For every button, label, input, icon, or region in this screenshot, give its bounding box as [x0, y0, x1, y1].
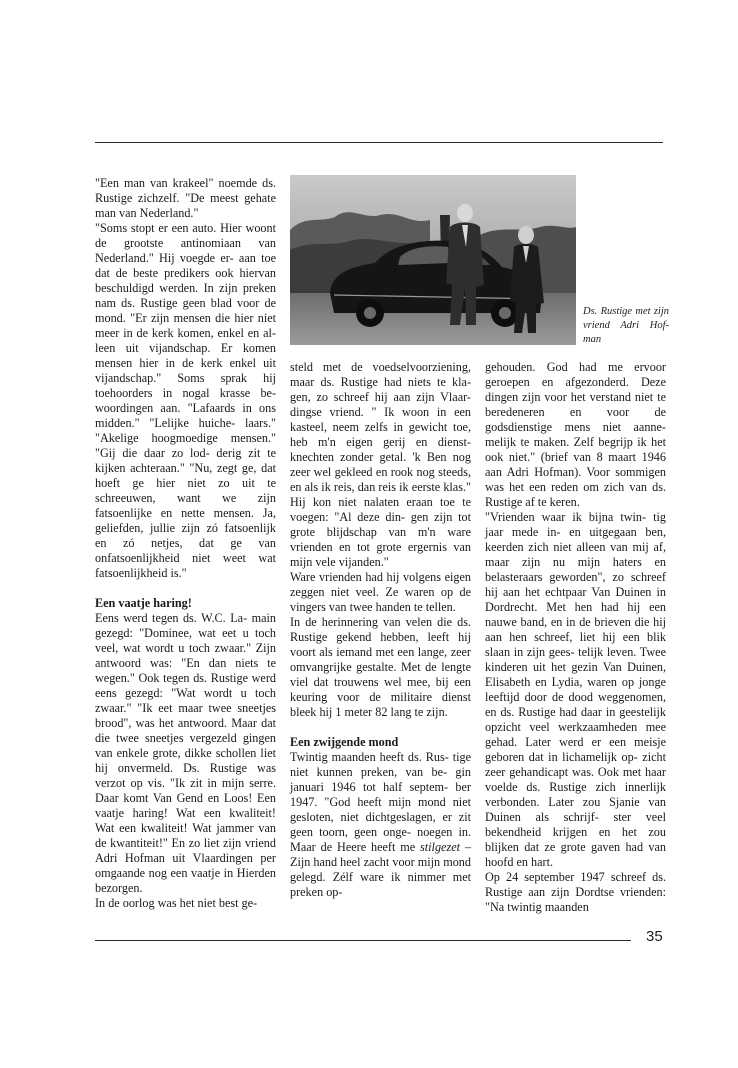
- spacer: [95, 581, 276, 596]
- paragraph: "Soms stopt er een auto. Hier woont de grootste antinomiaan van Nederland." Hij voegde er- aan toe dat de beste predikers ook hiervan beschuldigd werden. In zijn preken nam ds. Rustige geen blad voor de mond. "Er zijn mensen die hier niet meer in de kerk komen, enkel en al- leen uit vijandschap. Er komen mensen hier in de kerk enkel uit vijandschap." Soms sprak hij toehoorders in nogal krasse be- woordingen aan. "Lafaards in ons midden." "Lelijke huiche- laars." "Akelige hoogmoedige mensen." "Gij die daar zo lod- derig zit te kijken achteraan." "Nu, zegt ge, dat hoeft ge hier niet zo uit te schreeuwen, want we zijn fatsoenlijke en nette mensen. Ja, geliefden, jullie zijn zó fatsoenlijk en zó netjes, dat ge van onfatsoenlijkheid niet weet wat fatsoenlijkheid is.": [95, 221, 276, 580]
- paragraph: Ware vrienden had hij volgens eigen zeggen niet veel. Ze waren op de vingers van twee handen te tellen.: [290, 570, 471, 614]
- text-column-1: [95, 176, 276, 911]
- paragraph: Op 24 september 1947 schreef ds. Rustige aan zijn Dordtse vrienden: "Na twintig maanden: [485, 870, 666, 914]
- photo: [290, 175, 576, 345]
- paragraph: "Een man van krakeel" noemde ds. Rustige zichzelf. "De meest gehate man van Nederland.": [95, 176, 276, 220]
- section-heading: Een vaatje haring!: [95, 596, 192, 610]
- text-run: Twintig maanden heeft ds. Rus- tige niet kunnen preken, van be- gin januari 1946 tot half septem- ber 1947. "God heeft mijn mond niet gesloten, niet dichtgeslagen, er zit geen toorn, geen onge- noegen in. Maar de Heere heeft me: [290, 750, 471, 854]
- page-number: 35: [646, 928, 663, 945]
- photo-caption: Ds. Rustige met zijn vriend Adri Hof- man: [583, 306, 669, 345]
- text-run: – Zijn hand heel zacht voor mijn mond gelegd. Zélf ware ik nimmer met preken op-: [290, 840, 471, 899]
- text-column-2: [290, 360, 471, 900]
- paragraph: steld met de voedselvoorziening, maar ds. Rustige had niets te kla- gen, zo schreef hij aan zijn Vlaar- dingse vriend. " Ik woon in een kasteel, neem zelfs in gewicht toe, heb m'n eigen gerij en dienst- knechten zonder getal. 'k Ben nog zeer wel gekleed en rook nog steeds, en als ik reis, dan reis ik eerste klas." Hij kon niet nalaten eraan toe te voegen: "Al deze din- gen zijn tot grote blijdschap van m'n ware vrienden en tot grote ergernis van mijn vele vijanden.": [290, 360, 471, 569]
- paragraph: In de oorlog was het niet best ge-: [95, 896, 258, 910]
- paragraph: [290, 750, 471, 900]
- text-column-3: [485, 360, 666, 915]
- section-heading: Een zwijgende mond: [290, 735, 399, 749]
- paragraph: In de herinnering van velen die ds. Rustige gekend hebben, leeft hij voort als iemand met een lange, zeer omvangrijke gestalte. Met de lengte viel dat trouwens wel mee, bij een keuring voor de militaire dienst bleek hij 1 meter 82 lang te zijn.: [290, 615, 471, 719]
- paragraph: Eens werd tegen ds. W.C. La- main gezegd: "Dominee, wat eet u toch veel, wat wordt u toch zwaar." Zijn antwoord was: "En dan niets te wegen." Ook tegen ds. Rustige werd eens gezegd: "Wat wordt u toch zwaar." "Ik eet maar twee sneetjes brood", was het antwoord. Maar dat die twee sneetjes vergezeld gingen van enkele grote, dikke schollen liet hij onvermeld. Ds. Rustige was verzot op vis. "Ik zit in mijn serre. Daar komt Van Gend en Loos! Een vaatje haring! Wat een kwaliteit! Wat een kwaliteit! Wat jammer van de kwantiteit!" En zo liet zijn vriend Adri Hofman uit Vlaardingen per omgaande nog een vaatje in Hierden bezorgen.: [95, 611, 276, 895]
- paragraph: gehouden. God had me ervoor geroepen en afgezonderd. Deze dingen zijn voor het verstand niet te beredeneren en voor de godsdienstige mens niet aanne- melijk te maken. Zelf begrijp ik het ook niet." (brief van 8 maart 1946 aan Adri Hofman). Voor sommigen was het een reden om zich van ds. Rustige af te keren.: [485, 360, 666, 509]
- emphasis: stilgezet: [420, 840, 460, 854]
- bottom-rule: [95, 940, 631, 941]
- photo-two-men-with-car-icon: [290, 175, 576, 345]
- spacer: [290, 720, 471, 735]
- top-rule: [95, 142, 663, 143]
- paragraph: "Vrienden waar ik bijna twin- tig jaar mede in- en uitgegaan ben, keerden zich niet alleen van mij af, maar zijn nu mijn haters en belasteraars geworden", zo schreef hij aan het echtpaar Van Duinen in Dordrecht. Met hen had hij een nauwe band, en in de brieven die hij aan hen schreef, liet hij een blik slaan in zijn gees- telijk leven. Twee kinderen uit het gezin Van Duinen, Elisabeth en Lydia, waren op jonge leeftijd door de dood weggenomen, en ds. Rustige had daar in geestelijk opzicht veel werkzaamheden mee gehad. Later werd er een meisje geboren dat in lichamelijk op- zicht zeer gehandicapt was. Ook met haar voelde ds. Rustige zich innerlijk verbonden. Later zou Sjanie van Duinen als schrijf- ster veel bekendheid krijgen en het zou blijken dat ze grote gaven had van hoofd en hart.: [485, 510, 666, 869]
